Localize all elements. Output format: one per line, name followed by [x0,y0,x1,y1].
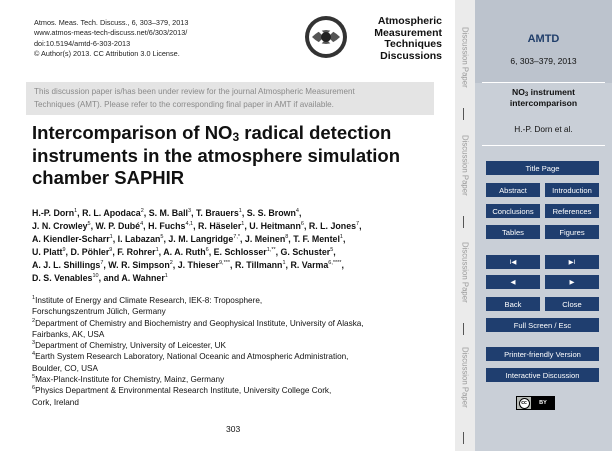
doi-line: doi:10.5194/amtd-6-303-2013 [34,38,131,48]
author-affiliation-mark: 6 [205,247,209,254]
affiliation-text: Department of Chemistry and Biochemistry and Geophysical Institute, University of Alaska, [35,318,364,328]
affiliation-line [32,295,444,306]
author-affiliation-mark: 1 [282,260,286,267]
author-affiliation-mark: 4,1 [185,221,194,228]
sidebar-divider [482,82,605,83]
cc-by-license-badge[interactable] [516,396,555,410]
strip-label-text: Discussion Paper [460,26,470,88]
logo-line: Measurement [374,26,442,39]
affiliation-line [32,306,444,317]
conclusions-button[interactable]: Conclusions [486,204,540,218]
author-name: J. M. Langridge [168,234,234,245]
first-page-button[interactable]: I◀ [486,255,540,269]
affiliation-number: 3 [32,340,36,347]
title-text: radical detection [239,122,392,143]
last-page-button[interactable]: ▶I [545,255,599,269]
by-label: BY [539,400,547,406]
strip-label [455,225,475,320]
sidebar-short-title [475,87,612,109]
affiliation-number: 6 [32,385,36,392]
author-affiliation-mark: 4 [140,221,144,228]
author-affiliation-mark: 1 [164,273,168,280]
author-name: W. P. Dubé [95,221,141,232]
author-name: S. M. Ball [148,208,189,218]
citation-line: Atmos. Meas. Tech. Discuss., 6, 303–379, 2013 [34,18,189,27]
author-name: A. Kiendler-Scharr [32,234,110,245]
author-affiliation-mark: 1 [241,221,245,228]
author-name: U. Heitmann [249,221,301,232]
author-line: H.-P. Dorn$^1$, R. L. Apodaca$^2$, S. M. Ball$^3$, T. Brauers$^1$, S. S. Brown$^4$, [32,208,302,218]
author-affiliation-mark: 8 [285,234,289,241]
introduction-button[interactable]: Introduction [545,183,599,197]
affiliation-number: 1 [32,295,36,301]
affiliation-line [32,340,444,351]
affiliation-line [32,385,444,396]
author-affiliation-mark: 7 [356,221,360,228]
author-name: S. S. Brown [246,208,296,218]
tables-button[interactable]: Tables [486,225,540,239]
author-affiliation-mark: 9 [109,247,113,254]
affiliation-list [32,295,444,408]
page-number: 303 [226,424,241,434]
title-text: instruments in the atmosphere simulation [32,144,401,166]
sidebar-divider [482,145,605,146]
affiliation-number: 2 [32,317,36,324]
next-page-button[interactable]: ▶ [545,275,599,289]
citation-header [34,18,188,60]
affiliation-line [32,318,444,329]
logo-line: Atmospheric [377,15,442,27]
sidebar-title-subscript: 3 [524,92,529,98]
author-name: J. Meinen [244,234,286,245]
sidebar-author: H.-P. Dorn et al. [514,124,573,134]
author-affiliation-mark: 2 [169,260,173,267]
author-affiliation-mark: 9,*** [219,260,231,267]
strip-label [455,12,475,102]
title-page-button[interactable]: Title Page [486,161,599,175]
author-name: U. Platt [32,247,63,258]
affiliation-number: 4 [32,351,36,358]
author-line: U. Platt$^9$, D. Pöhler$^9$, F. Rohrer$^1$, A. A. Ruth$^6$, E. Schlosser$^{1,**}$, G. Schuster$^5$, [32,247,336,258]
author-name: H.-P. Dorn [32,208,75,218]
author-name: R. L. Jones [308,221,357,232]
title-text: chamber SAPHIR [32,167,185,188]
strip-label-text: Discussion Paper [460,347,470,408]
author-name: T. F. Mentel [293,234,340,245]
figures-button[interactable]: Figures [545,225,599,239]
author-name: F. Rohrer [117,247,156,258]
strip-label-text: Discussion Paper [460,242,470,303]
author-name: T. Brauers [196,208,239,218]
volume-pages: 6, 303–379, 2013 [510,56,577,66]
author-affiliation-mark: 1 [155,247,159,254]
author-affiliation-mark: 1,** [266,247,276,254]
title-text: Intercomparison of NO [32,122,233,143]
author-name: A. A. Ruth [163,247,206,258]
references-button[interactable]: References [545,204,599,218]
author-affiliation-mark: 1 [339,234,343,241]
printer-friendly-button[interactable]: Printer-friendly Version [486,347,599,361]
author-affiliation-mark: 5 [87,221,91,228]
author-affiliation-mark: 2 [140,208,144,214]
author-affiliation-mark: 1 [74,208,78,214]
affiliation-line [32,363,444,374]
author-name: W. R. Simpson [108,260,170,271]
affiliation-text: Department of Chemistry, University of Leicester, UK [35,341,227,351]
back-button[interactable]: Back [486,297,540,311]
author-affiliation-mark: 9 [62,247,66,254]
strip-label [455,118,475,213]
affiliation-text: Boulder, CO, USA [32,363,98,373]
affiliation-text: Fairbanks, AK, USA [32,329,105,339]
author-list [32,207,444,286]
author-name: D. S. Venables [32,273,93,284]
affiliation-line [32,374,444,385]
strip-label [455,330,475,425]
author-name: H. Fuchs [148,221,186,232]
logo-line: Discussions [380,49,442,62]
cc-icon-text: cc [519,398,530,409]
author-name: J. N. Crowley [32,221,88,232]
author-name: J. Thieser [177,260,219,271]
affiliation-number: 5 [32,374,36,381]
author-name: R. Häseler [198,221,242,232]
author-affiliation-mark: 10 [92,273,99,280]
strip-label-text: Discussion Paper [460,135,470,196]
author-affiliation-mark: 7 [100,260,104,267]
egu-globe-icon [302,13,350,61]
author-line: A. Kiendler-Scharr$^1$, I. Labazan$^5$, J. M. Langridge$^{7,*}$, J. Meinen$^8$, T. F. Mentel$^1$, [32,234,346,245]
author-name: D. Pöhler [70,247,110,258]
author-affiliation-mark: 4 [295,208,299,214]
review-notice [26,82,434,115]
affiliation-text: Cork, Ireland [32,397,79,407]
cc-icon [517,397,531,409]
previous-page-button[interactable]: ◀ [486,275,540,289]
affiliation-text: Physics Department & Environmental Research Institute, University College Cork, [35,386,332,396]
author-name: I. Labazan [117,234,161,245]
sidebar-title-text: intercomparison [509,98,578,108]
full-screen-button[interactable]: Full Screen / Esc [486,318,599,332]
affiliation-text: Forschungszentrum Jülich, Germany [32,307,166,317]
affiliation-text: Max-Planck-Institute for Chemistry, Mainz, Germany [35,375,225,385]
review-notice-line: Techniques (AMT). Please refer to the corresponding final paper in AMT if available. [34,99,334,109]
sidebar-title-text: NO [511,87,525,97]
logo-text [374,16,442,62]
journal-abbrev: AMTD [527,33,560,45]
strip-tick [463,432,464,444]
review-notice-line: This discussion paper is/has been under review for the journal Atmospheric Measurement [34,87,355,96]
author-name: R. L. Apodaca [82,208,141,218]
author-affiliation-mark: 1 [238,208,242,214]
interactive-discussion-button[interactable]: Interactive Discussion [486,368,599,382]
sidebar-title-text: instrument [528,87,576,97]
logo-line: Techniques [384,38,442,50]
author-affiliation-mark: 1 [109,234,113,241]
license-line: © Author(s) 2013. CC Attribution 3.0 License. [34,49,180,59]
abstract-button[interactable]: Abstract [486,183,540,197]
affiliation-text: Earth System Research Laboratory, National Oceanic and Atmospheric Administration, [35,352,349,362]
affiliation-line [32,329,444,340]
affiliation-text: Institute of Energy and Climate Research, IEK-8: Troposphere, [35,296,263,305]
author-name: E. Schlosser [213,247,267,258]
author-name: G. Schuster [280,247,331,258]
author-affiliation-mark: 5 [330,247,334,254]
title-subscript: 3 [232,130,240,144]
journal-logo [292,11,442,69]
author-line: J. N. Crowley$^5$, W. P. Dubé$^4$, H. Fuchs$^{4,1}$, R. Häseler$^1$, U. Heitmann$^6$, R. L. Jones$^7$, [32,221,362,232]
author-affiliation-mark: 5 [160,234,164,241]
close-button[interactable]: Close [545,297,599,311]
author-name: and A. Wahner [103,273,165,284]
author-affiliation-mark: 6,**** [328,260,342,267]
author-line: A. J. L. Shillings$^7$, W. R. Simpson$^2$, J. Thieser$^{9,***}$, R. Tillmann$^1$, R. Varma$^{6,****}$, [32,260,344,271]
affiliation-line [32,351,444,362]
affiliation-line [32,397,444,408]
author-name: A. J. L. Shillings [32,260,101,271]
author-name: R. Varma [290,260,329,271]
author-affiliation-mark: 6 [300,221,304,228]
author-affiliation-mark: 7,* [233,234,240,241]
journal-url-link[interactable]: www.atmos-meas-tech-discuss.net/6/303/2013/ [34,28,188,38]
author-line: D. S. Venables$^{10}$, and A. Wahner$^1$ [32,273,168,284]
author-affiliation-mark: 3 [188,208,192,214]
author-name: R. Tillmann [234,260,283,271]
paper-title [32,122,442,190]
